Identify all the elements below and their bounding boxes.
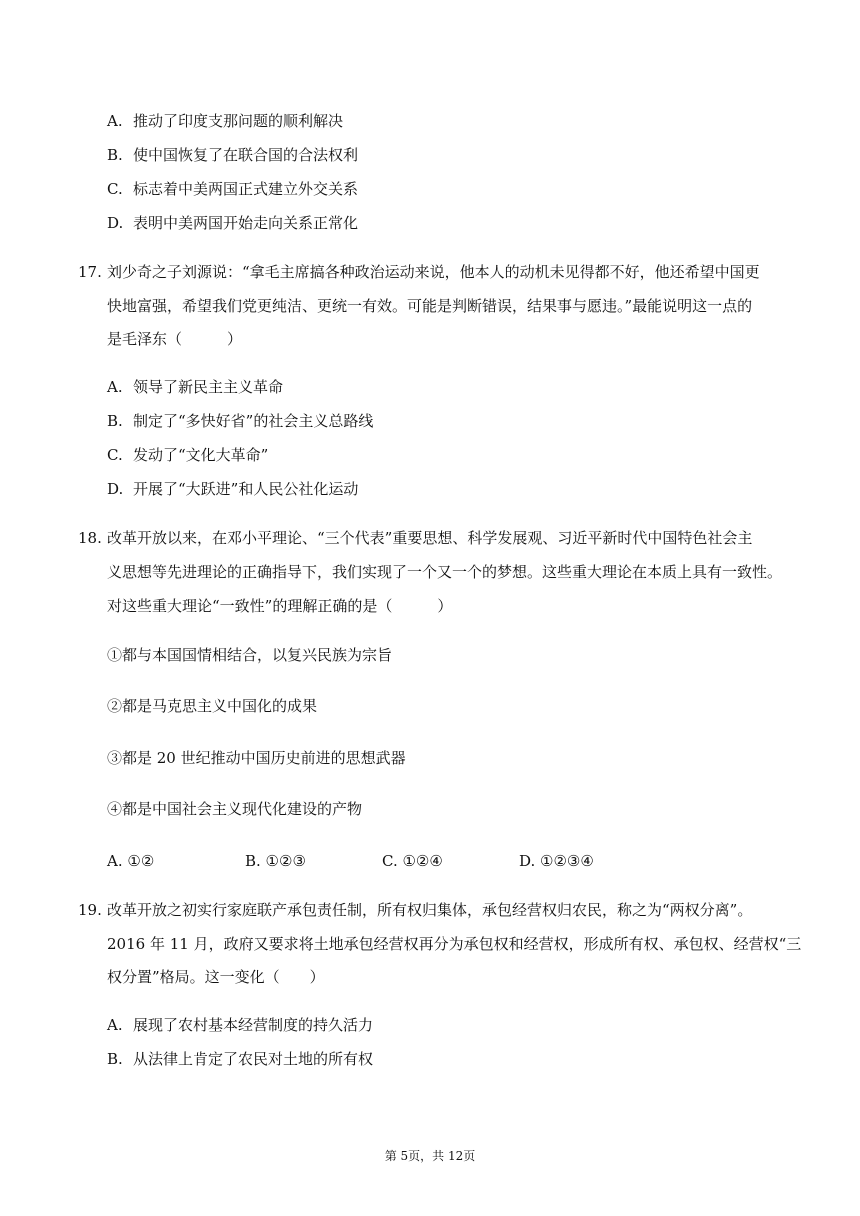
q19-option-a	[107, 1015, 373, 1035]
option-letter: B.	[107, 146, 123, 164]
q18-statement-2: ②都是马克思主义中国化的成果	[107, 697, 318, 715]
option-text: 推动了印度支那问题的顺利解决	[133, 112, 344, 130]
option-letter: A.	[107, 1016, 123, 1034]
q17-option-b	[107, 411, 373, 431]
q17-stem-line-2: 快地富强，希望我们党更纯洁、更统一有效。可能是判断错误，结果事与愿违。”最能说明这一点的	[107, 297, 753, 315]
q16-option-a	[107, 111, 343, 131]
q19-stem-line-1: 改革开放之初实行家庭联产承包责任制，所有权归集体，承包经营权归农民，称之为“两权分离”。	[107, 901, 753, 919]
option-letter: B.	[107, 1050, 123, 1068]
q18-stem-line-1: 改革开放以来，在邓小平理论、“三个代表”重要思想、科学发展观、习近平新时代中国特色社会主	[107, 529, 753, 547]
q18-statement-1: ①都与本国国情相结合，以复兴民族为宗旨	[107, 646, 393, 664]
q19-stem-line-3: 权分置”格局。这一变化（ ）	[107, 968, 325, 986]
q17-option-c	[107, 445, 268, 465]
option-text: 开展了“大跃进”和人民公社化运动	[133, 480, 359, 498]
option-text: 从法律上肯定了农民对土地的所有权	[133, 1050, 374, 1068]
option-letter: D.	[107, 480, 124, 498]
q17-option-d	[107, 479, 358, 499]
option-text: 表明中美两国开始走向关系正常化	[133, 214, 359, 232]
q16-option-b	[107, 145, 358, 165]
q18-statement-4: ④都是中国社会主义现代化建设的产物	[107, 800, 363, 818]
option-text: 标志着中美两国正式建立外交关系	[133, 180, 359, 198]
q17-option-a	[107, 377, 283, 397]
q18-choice-c: C. ①②④	[382, 852, 443, 870]
q19-stem-line-2: 2016 年 11 月，政府又要求将土地承包经营权再分为承包权和经营权，形成所有权、承包权、经营权“三	[107, 935, 802, 953]
q18-choice-a: A. ①②	[107, 852, 155, 870]
q16-option-d	[107, 213, 358, 233]
option-text: 展现了农村基本经营制度的持久活力	[133, 1016, 374, 1034]
q17-number: 17.	[78, 263, 102, 281]
q18-stem-line-2: 义思想等先进理论的正确指导下，我们实现了一个又一个的梦想。这些重大理论在本质上具有一致性。	[107, 563, 783, 581]
q18-choice-d: D. ①②③④	[519, 852, 594, 870]
q18-stem-line-3: 对这些重大理论“一致性”的理解正确的是（ ）	[107, 597, 453, 615]
q18-statement-3: ③都是 20 世纪推动中国历史前进的思想武器	[107, 749, 406, 767]
q19-option-b	[107, 1049, 373, 1069]
option-text: 发动了“文化大革命”	[133, 446, 269, 464]
q19-number: 19.	[78, 901, 102, 919]
q17-stem-line-3: 是毛泽东（ ）	[107, 330, 243, 348]
option-text: 制定了“多快好省”的社会主义总路线	[133, 412, 374, 430]
option-letter: A.	[107, 112, 123, 130]
page-number-footer: 第 5页，共 12页	[384, 1149, 476, 1163]
q17-stem-line-1: 刘少奇之子刘源说：“拿毛主席搞各种政治运动来说，他本人的动机未见得都不好，他还希望中国更	[107, 263, 760, 281]
option-text: 领导了新民主主义革命	[133, 378, 284, 396]
option-letter: B.	[107, 412, 123, 430]
option-letter: D.	[107, 214, 124, 232]
option-text: 使中国恢复了在联合国的合法权利	[133, 146, 359, 164]
q18-number: 18.	[78, 529, 102, 547]
option-letter: A.	[107, 378, 123, 396]
q16-option-c	[107, 179, 358, 199]
option-letter: C.	[107, 446, 123, 464]
q18-choice-b: B. ①②③	[245, 852, 306, 870]
option-letter: C.	[107, 180, 123, 198]
